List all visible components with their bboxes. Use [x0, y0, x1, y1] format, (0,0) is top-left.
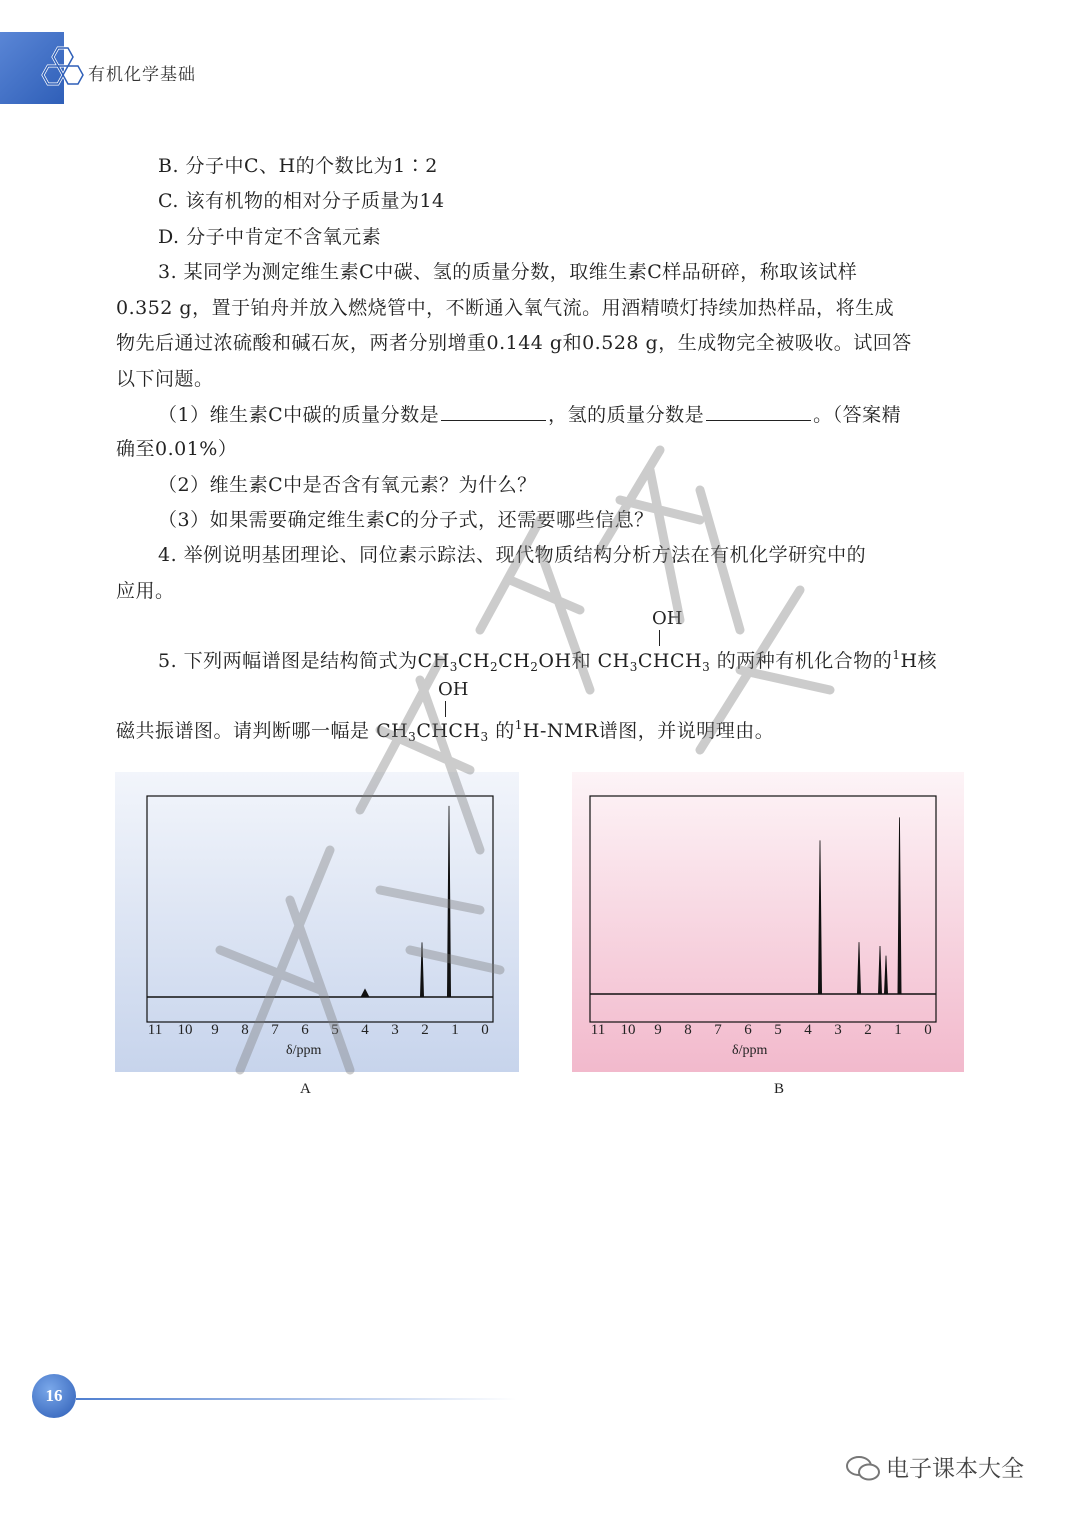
- tick-label: 11: [590, 1022, 606, 1038]
- q3-sub1-text-a: （1）维生素C中碳的质量分数是: [158, 404, 440, 426]
- formula-isopropanol-2: $CH_3CHCH_3$: [376, 720, 489, 744]
- tick-label: 4: [804, 1022, 812, 1038]
- tick-label: 3: [391, 1022, 399, 1038]
- spectrum-peak-3: [884, 956, 887, 994]
- tick-label: 8: [684, 1022, 692, 1038]
- tick-label: 10: [620, 1022, 636, 1038]
- q5-line2-c: H-NMR谱图，并说明理由。: [522, 720, 775, 742]
- tick-label: 9: [654, 1022, 662, 1038]
- q3-sub1-cont: 确至0.01%）: [116, 438, 238, 460]
- q3-sub-3: （3）如果需要确定维生素C的分子式，还需要哪些信息？: [158, 509, 654, 531]
- oh-group-2: OH: [438, 679, 469, 700]
- q5-suffix-a: 的两种有机化合物的: [716, 650, 893, 672]
- axis-label-b: δ/ppm: [732, 1043, 768, 1058]
- q5-line2-b: 的: [495, 720, 515, 742]
- q3-line-3: 物先后通过浓硫酸和碱石灰，两者分别增重0.144 g和0.528 g，生成物完全被吸收。试回答: [116, 332, 912, 354]
- figure-label-a: A: [300, 1081, 311, 1097]
- tick-label: 11: [147, 1022, 163, 1038]
- q5-line2-a: 磁共振谱图。请判断哪一幅是: [116, 720, 370, 742]
- tick-label: 4: [361, 1022, 369, 1038]
- spectrum-peak-4: [898, 817, 901, 994]
- tick-label: 2: [864, 1022, 872, 1038]
- oh-group-1: OH: [652, 608, 683, 629]
- q3-sub-2: （2）维生素C中是否含有氧元素？为什么？: [158, 474, 537, 496]
- tick-label: 3: [834, 1022, 842, 1038]
- option-b: B. 分子中C、H的个数比为1∶2: [158, 155, 438, 177]
- tick-label: 5: [331, 1022, 339, 1038]
- wechat-icon: [845, 1454, 881, 1482]
- spectrum-peak-2: [447, 806, 450, 997]
- q5-line-2: 磁共振谱图。请判断哪一幅是 $CH_3CHCH_3$ 的$^1$H-NMR谱图，并说明理由。: [116, 718, 775, 744]
- plot-frame-b: [590, 796, 936, 1022]
- tick-label: 6: [744, 1022, 752, 1038]
- formula-isopropanol: $CH_3CHCH_3$: [597, 650, 711, 674]
- q3-line-2: 0.352 g，置于铂舟并放入燃烧管中，不断通入氧气流。用酒精喷灯持续加热样品，将生成: [116, 297, 895, 319]
- tick-label: 2: [421, 1022, 429, 1038]
- tick-label: 7: [271, 1022, 279, 1038]
- formula-propanol: $CH_3CH_2CH_2OH$: [417, 650, 572, 674]
- q3-line-4: 以下问题。: [116, 368, 214, 390]
- tick-label: 0: [481, 1022, 489, 1038]
- brand-text: 电子课本大全: [886, 1456, 1024, 1482]
- bond-line-1: [659, 630, 660, 646]
- tick-label: 5: [774, 1022, 782, 1038]
- tick-label: 8: [241, 1022, 249, 1038]
- q3-sub-1: [158, 402, 901, 427]
- footer-divider: [76, 1398, 516, 1400]
- q5-line-1: 5. 下列两幅谱图是结构简式为$CH_3CH_2CH_2OH$和 $CH_3CHCH_3$ 的两种有机化合物的$^1$H核: [158, 648, 938, 674]
- tick-label: 0: [924, 1022, 932, 1038]
- tick-label: 10: [177, 1022, 193, 1038]
- tick-label: 6: [301, 1022, 309, 1038]
- q3-line-1: 3. 某同学为测定维生素C中碳、氢的质量分数，取维生素C样品研碎，称取该试样: [158, 261, 858, 283]
- spectrum-peak-2: [878, 946, 881, 994]
- option-d: D. 分子中肯定不含氧元素: [158, 226, 382, 248]
- tick-label: 7: [714, 1022, 722, 1038]
- spectrum-peak-1: [420, 942, 423, 997]
- plot-frame-a: [147, 796, 493, 1022]
- tick-label: 9: [211, 1022, 219, 1038]
- q3-sub1-text-c: 。（答案精: [813, 404, 902, 426]
- header-title: 有机化学基础: [88, 65, 196, 85]
- page-number: 16: [45, 1386, 63, 1405]
- q5-prefix: 5. 下列两幅谱图是结构简式为: [158, 650, 418, 672]
- answer-blank-hydrogen[interactable]: [706, 402, 811, 421]
- q3-sub1-text-b: ，氢的质量分数是: [548, 404, 705, 426]
- q5-suffix-b: H核: [900, 650, 938, 672]
- answer-blank-carbon[interactable]: [441, 402, 546, 421]
- tick-label: 1: [894, 1022, 902, 1038]
- option-c: C. 该有机物的相对分子质量为14: [158, 190, 445, 212]
- spectrum-peak-0: [361, 989, 369, 997]
- axis-label-a: δ/ppm: [286, 1043, 322, 1058]
- tick-label: 1: [451, 1022, 459, 1038]
- q4-line-1: 4. 举例说明基团理论、同位素示踪法、现代物质结构分析方法在有机化学研究中的: [158, 544, 867, 566]
- figure-label-b: B: [774, 1081, 785, 1097]
- bond-line-2: [445, 701, 446, 717]
- q5-and: 和: [571, 650, 592, 672]
- spectrum-peak-0: [818, 840, 821, 994]
- spectrum-peak-1: [857, 942, 860, 994]
- q4-line-2: 应用。: [116, 580, 175, 602]
